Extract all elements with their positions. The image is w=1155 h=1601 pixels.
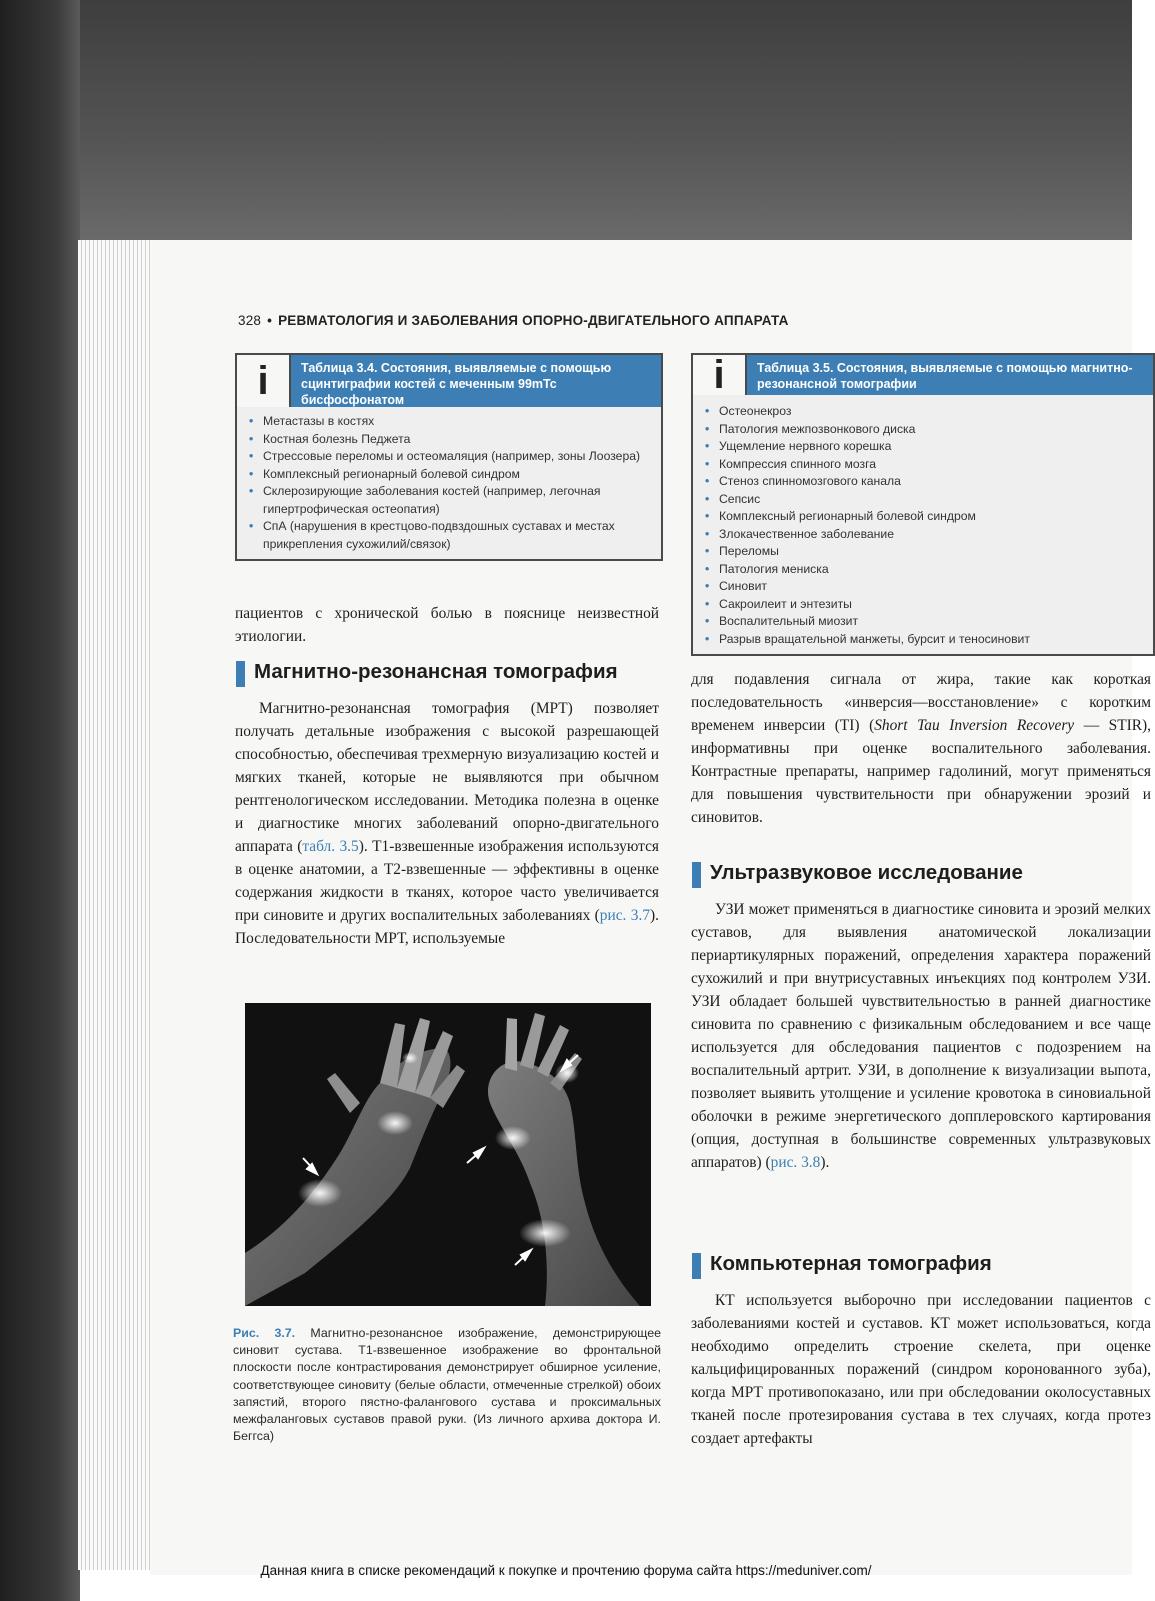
list-item: • Сепсис	[703, 491, 1143, 509]
figure-caption: Рис. 3.7. Магнитно-резонансное изображение, демонстрирующее синовит сустава. Т1-взвешенное изображение во фронтальной плоскости после контрастирования демонстрирует обширное усиление, соответствующее синовиту (белые области, отмеченные стрелкой) обоих запястий, второго пястно-фалангового сустава и проксимальных межфаланговых суставов правой руки. (Из личного архива доктора И. Беггса)	[233, 1326, 661, 1444]
list-item: • Разрыв вращательной манжеты, бурсит и теносиновит	[703, 631, 1143, 649]
mri-continued-paragraph: для подавления сигнала от жира, такие как короткая последовательность «инверсия—восстановление» с коротким временем инверсии (TI) (Short Tau Inversion Recovery — STIR), информативны при оценке воспалительного заболевания. Контрастные препараты, например гадолиний, могут применяться для повышения чувствительности при обнаружении эрозий и синовитов.	[691, 671, 1151, 826]
list-item: • Метастазы в костях	[247, 413, 651, 431]
running-head	[238, 313, 789, 328]
section-heading-ultrasound: Ультразвуковое исследование	[692, 861, 1023, 885]
table-3-5-title: Таблица 3.5. Состояния, выявляемые с помощью магнитно-резонансной томографии	[747, 355, 1153, 395]
table-3-4-list	[237, 407, 661, 559]
list-item: • Ущемление нервного корешка	[703, 438, 1143, 456]
footer-note: Данная книга в списке рекомендаций к покупке и прочтению форума сайта https://meduniver.com/	[260, 1563, 872, 1578]
list-item: • Костная болезнь Педжета	[247, 431, 651, 449]
list-item: • Патология межпозвонкового диска	[703, 421, 1143, 439]
list-item: • Комплексный регионарный болевой синдром	[247, 466, 651, 484]
info-icon: i	[237, 355, 291, 407]
table-3-4-title: Таблица 3.4. Состояния, выявляемые с помощью сцинтиграфии костей с меченным 99mTc бисфосфонатом	[291, 355, 661, 407]
page-edges	[78, 240, 158, 1570]
ct-paragraph: КТ используется выборочно при исследовании пациентов с заболеваниями костей и суставов. КТ может использоваться, когда необходимо определить строение скелета, при оценке кальцифицированных поражений (синдром коронованного зуба), когда МРТ противопоказано, или при обследовании околосуставных тканей после протезирования сустава в тех случаях, когда протез создает артефакты	[691, 1292, 1151, 1447]
chapter-title: РЕВМАТОЛОГИЯ И ЗАБОЛЕВАНИЯ ОПОРНО-ДВИГАТЕЛЬНОГО АППАРАТА	[278, 313, 789, 328]
list-item: • Стеноз спинномозгового канала	[703, 473, 1143, 491]
scan-background-left	[0, 0, 80, 1601]
list-item: • Компрессия спинного мозга	[703, 456, 1143, 474]
section-heading-ct: Компьютерная томография	[692, 1252, 992, 1276]
ultrasound-paragraph: УЗИ может применяться в диагностике синовита и эрозий мелких суставов, для выявления анатомической локализации периартикулярных поражений, определения характера поражений сухожилий и при внутрисуставных инъекциях под контролем УЗИ. УЗИ обладает большей чувствительностью в ранней диагностике синовита по сравнению с физикальным обследованием и все чаще используется для обследования пациентов с подозрением на воспалительный артрит. УЗИ, в дополнение к визуализации выпота, позволяет выявить утолщение и усиление кровотока в синовиальной оболочки в режиме энергетического допплеровского картирования (опция, доступная в большинстве современных ультразвуковых аппаратов) (рис. 3.8).	[691, 901, 1151, 1171]
intro-paragraph: пациентов с хронической болью в пояснице неизвестной этиологии.	[235, 605, 659, 645]
table-3-4	[235, 353, 663, 561]
figure-reference-link[interactable]: рис. 3.7	[599, 907, 651, 924]
list-item: • Комплексный регионарный болевой синдром	[703, 508, 1143, 526]
list-item: • Склерозирующие заболевания костей (например, легочная гипертрофическая остеопатия)	[247, 483, 651, 518]
list-item: • Синовит	[703, 578, 1143, 596]
list-item: • Стрессовые переломы и остеомаляция (например, зоны Лоозера)	[247, 448, 651, 466]
info-icon: i	[693, 355, 747, 395]
list-item: • Патология мениска	[703, 561, 1143, 579]
table-3-5-list	[693, 395, 1153, 654]
list-item: • Переломы	[703, 543, 1143, 561]
list-item: • Воспалительный миозит	[703, 613, 1143, 631]
mri-hands-figure	[245, 1003, 651, 1306]
list-item: • Остеонекроз	[703, 403, 1143, 421]
list-item: • СпА (нарушения в крестцово-подвздошных суставах и местах прикрепления сухожилий/связок)	[247, 518, 651, 553]
table-reference-link[interactable]: табл. 3.5	[302, 838, 359, 855]
mri-hands-image	[245, 1003, 651, 1306]
list-item: • Сакроилеит и энтезиты	[703, 596, 1143, 614]
table-3-5	[691, 353, 1155, 656]
page-number: 328	[238, 313, 262, 328]
figure-label: Рис. 3.7.	[233, 1326, 296, 1340]
scan-background-top	[0, 0, 1132, 240]
section-heading-mri: Магнитно-резонансная томография	[236, 660, 618, 684]
mri-paragraph: Магнитно-резонансная томография (МРТ) позволяет получать детальные изображения с высокой разрешающей способностью, обеспечивая трехмерную визуализацию костей и мягких тканей, которые не выявляются при обычном рентгенологическом исследовании. Методика полезна в оценке и диагностике многих заболеваний опорно-двигательного аппарата (табл. 3.5). Т1-взвешенные изображения используются в оценке анатомии, а Т2-взвешенные — эффективны в оценке содержания жидкости в тканях, которое часто увеличивается при синовите и других воспалительных заболеваниях (рис. 3.7). Последовательности МРТ, используемые	[235, 700, 660, 947]
list-item: • Злокачественное заболевание	[703, 526, 1143, 544]
figure-reference-link[interactable]: рис. 3.8	[770, 1154, 821, 1171]
header-separator: •	[267, 313, 273, 328]
